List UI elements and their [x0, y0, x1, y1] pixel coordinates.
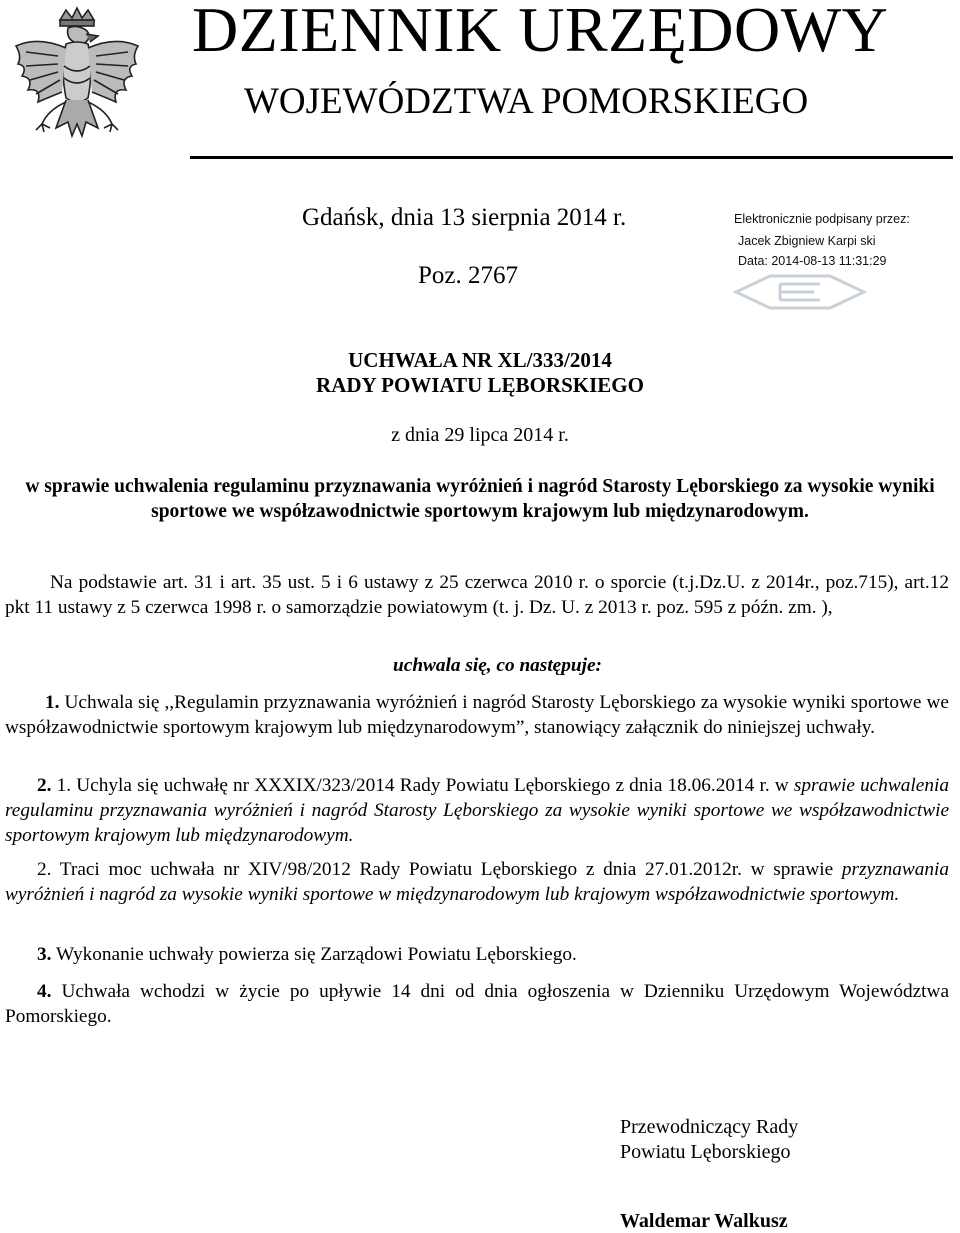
- chair-title-line1: Przewodniczący Rady: [620, 1116, 799, 1138]
- place-and-date: Gdańsk, dnia 13 sierpnia 2014 r.: [302, 204, 627, 231]
- paragraph-2-number: 2.: [37, 775, 52, 796]
- paragraph-2-item-2-italic: przyznawania wyróżnień i nagród za wysokie wyniki sportowe w międzynarodowym lub krajowym współzawodnictwie sportowym.: [5, 859, 949, 905]
- electronic-signature: [730, 212, 950, 307]
- paragraph-2: [5, 773, 949, 848]
- paragraph-1-text: Uchwala się ,,Regulamin przyznawania wyróżnień i nagród Starosty Lęborskiego za wysokie wyniki sportowe we współzawodnictwie sportowym krajowym lub międzynarodowym”, stanowiący załącznik do niniejszej uchwały.: [5, 692, 949, 738]
- paragraph-4: [5, 979, 949, 1029]
- paragraph-2-italic: sprawie uchwalenia regulaminu przyznawania wyróżnień i nagród Starosty Lęborskiego za wysokie wyniki sportowe we współzawodnictwie sportowym krajowym lub międzynarodowym.: [5, 775, 949, 846]
- chair-title-line2: Powiatu Lęborskiego: [620, 1141, 791, 1163]
- council-name: RADY POWIATU LĘBORSKIEGO: [316, 373, 644, 397]
- signature-stamp-icon: [730, 268, 870, 316]
- polish-eagle-emblem-icon: [8, 6, 146, 156]
- paragraph-3-text: Wykonanie uchwały powierza się Zarządowi Powiatu Lęborskiego.: [51, 944, 577, 965]
- resolves-heading: uchwala się, co następuje:: [393, 655, 602, 676]
- resolution-subject: w sprawie uchwalenia regulaminu przyznawania wyróżnień i nagród Starosty Lęborskiego za wysokie wyniki sportowe we współzawodnictwie sportowym krajowym lub międzynarodowym.: [25, 476, 935, 522]
- paragraph-2-item-2: [5, 857, 949, 907]
- paragraph-2-text: 1. Uchyla się uchwałę nr XXXIX/323/2014 Rady Powiatu Lęborskiego z dnia 18.06.2014 r. w: [51, 775, 794, 796]
- chair-block: [620, 1115, 798, 1165]
- paragraph-3: [5, 942, 949, 967]
- paragraph-1: [5, 690, 949, 740]
- signature-name: Jacek Zbigniew Karpi ski: [738, 234, 876, 248]
- journal-subtitle: WOJEWÓDZTWA POMORSKIEGO: [244, 81, 809, 122]
- signature-label: Elektronicznie podpisany przez:: [734, 212, 910, 226]
- header-rule: [190, 156, 953, 159]
- resolution-number: UCHWAŁA NR XL/333/2014: [348, 348, 612, 372]
- paragraph-2-item-2-text: 2. Traci moc uchwała nr XIV/98/2012 Rady Powiatu Lęborskiego z dnia 27.01.2012r. w sprawie: [37, 859, 842, 880]
- paragraph-3-number: 3.: [37, 944, 52, 965]
- position-number: Poz. 2767: [418, 262, 518, 289]
- resolution-date: z dnia 29 lipca 2014 r.: [391, 424, 569, 446]
- paragraph-4-number: 4.: [37, 981, 52, 1002]
- paragraph-1-number: 1.: [45, 692, 60, 713]
- legal-basis: Na podstawie art. 31 i art. 35 ust. 5 i 6 ustawy z 25 czerwca 2010 r. o sporcie (t.j.Dz.U. z 2014r., poz.715), art.12 pkt 11 ustawy z 5 czerwca 1998 r. o samorządzie powiatowym (t. j. Dz. U. z 2013 r. poz. 595 z późn. zm. ),: [5, 572, 949, 618]
- signature-date: Data: 2014-08-13 11:31:29: [738, 254, 887, 268]
- signer-name: Waldemar Walkusz: [620, 1210, 788, 1232]
- paragraph-4-text: Uchwała wchodzi w życie po upływie 14 dni od dnia ogłoszenia w Dzienniku Urzędowym Województwa Pomorskiego.: [5, 981, 949, 1027]
- journal-title: DZIENNIK URZĘDOWY: [192, 0, 889, 65]
